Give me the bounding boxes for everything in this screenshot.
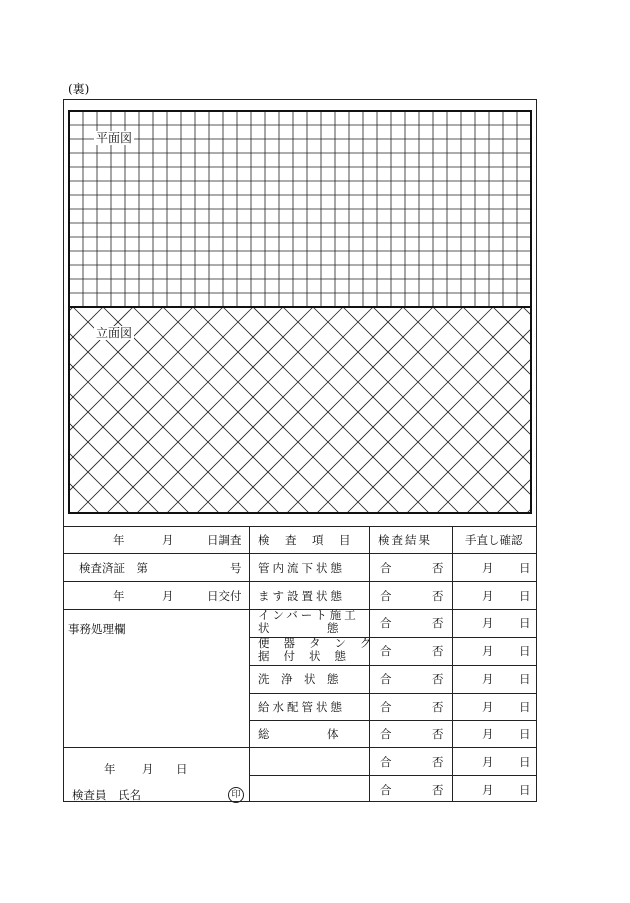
result-ok: 合 <box>380 589 392 603</box>
elevation-hatch-line <box>63 307 313 529</box>
certificate-suffix: 号 <box>230 561 242 575</box>
recheck-day: 日 <box>519 727 531 741</box>
elevation-hatch-line <box>403 307 537 529</box>
elevation-hatch-line <box>63 307 253 529</box>
recheck-day: 日 <box>519 672 531 686</box>
result-ng: 否 <box>432 700 444 714</box>
elevation-hatch-line <box>343 307 537 529</box>
elevation-hatch-line <box>73 307 373 529</box>
plan-grid <box>69 111 531 307</box>
header-item: 検 査 項 目 <box>258 533 353 547</box>
drawing-area <box>63 99 537 529</box>
elevation-hatch-line <box>63 307 313 529</box>
recheck-month: 月 <box>482 727 494 741</box>
result-ok: 合 <box>380 783 392 797</box>
recheck-month: 月 <box>482 561 494 575</box>
row-line <box>249 720 537 721</box>
recheck-day: 日 <box>519 644 531 658</box>
elevation-hatch-line <box>63 307 283 529</box>
elevation-hatch-line <box>63 307 223 529</box>
issue-year: 年 <box>113 589 125 603</box>
inspection-year: 年 <box>113 533 125 547</box>
recheck-day: 日 <box>519 561 531 575</box>
result-ng: 否 <box>432 727 444 741</box>
recheck-month: 月 <box>482 755 494 769</box>
page-side-label: (裏) <box>68 82 90 96</box>
sign-month: 月 <box>142 762 154 776</box>
elevation-hatch-line <box>223 307 523 529</box>
item-label: 管内流下状態 <box>258 561 345 575</box>
elevation-hatch-line <box>63 307 343 529</box>
result-ok: 合 <box>380 727 392 741</box>
plan-view-label: 平面図 <box>96 131 133 145</box>
elevation-hatch-line <box>403 307 537 529</box>
sign-year: 年 <box>104 762 116 776</box>
issue-day-suffix: 日交付 <box>207 589 242 603</box>
header-recheck: 手直し確認 <box>465 533 523 547</box>
result-ok: 合 <box>380 672 392 686</box>
item-label: 給水配管状態 <box>258 700 345 714</box>
elevation-hatch-line <box>193 307 493 529</box>
elevation-hatch-line <box>253 307 537 529</box>
elevation-hatch-line <box>433 307 537 529</box>
elevation-hatch-line <box>253 307 537 529</box>
issue-month: 月 <box>162 589 174 603</box>
elevation-hatch-line <box>63 307 343 529</box>
elevation-hatch-line <box>193 307 493 529</box>
elevation-hatch-line <box>223 307 523 529</box>
result-ng: 否 <box>432 755 444 769</box>
recheck-day: 日 <box>519 700 531 714</box>
elevation-hatch-line <box>63 307 253 529</box>
inspector-name-label: 検査員 氏名 <box>72 788 141 802</box>
row-line <box>63 553 537 554</box>
elevation-hatch-line <box>373 307 537 529</box>
recheck-day: 日 <box>519 783 531 797</box>
item-label-line1: 便器タンク <box>258 636 386 650</box>
inspection-month: 月 <box>162 533 174 547</box>
seal-mark: 印 <box>228 787 244 803</box>
certificate-prefix: 検査済証 第 <box>79 561 148 575</box>
col-line <box>452 526 453 802</box>
item-label-line2: 据付状態 <box>258 649 360 663</box>
elevation-hatch-line <box>63 307 133 529</box>
row-line <box>249 665 537 666</box>
elevation-hatch-line <box>133 307 433 529</box>
elevation-hatch-line <box>283 307 537 529</box>
result-ng: 否 <box>432 589 444 603</box>
item-label: 洗 浄 状 態 <box>258 672 339 686</box>
item-label: ます設置状態 <box>258 589 345 603</box>
result-ng: 否 <box>432 561 444 575</box>
elevation-hatch-line <box>103 307 403 529</box>
elevation-hatch <box>63 307 537 529</box>
result-ng: 否 <box>432 644 444 658</box>
item-label-line2: 状 態 <box>258 621 339 635</box>
table-top-line <box>63 526 537 527</box>
recheck-month: 月 <box>482 700 494 714</box>
header-result: 検査結果 <box>378 533 432 547</box>
row-line <box>249 693 537 694</box>
elevation-hatch-line <box>63 307 163 529</box>
elevation-hatch-line <box>163 307 463 529</box>
sign-day: 日 <box>176 762 188 776</box>
recheck-month: 月 <box>482 783 494 797</box>
inspection-day-suffix: 日調査 <box>207 533 242 547</box>
elevation-hatch-line <box>63 307 163 529</box>
result-ok: 合 <box>380 644 392 658</box>
result-ok: 合 <box>380 561 392 575</box>
elevation-hatch-line <box>63 307 133 529</box>
elevation-hatch-line <box>73 307 373 529</box>
result-ng: 否 <box>432 783 444 797</box>
result-ok: 合 <box>380 700 392 714</box>
recheck-month: 月 <box>482 644 494 658</box>
elevation-hatch-line <box>283 307 537 529</box>
recheck-day: 日 <box>519 616 531 630</box>
recheck-day: 日 <box>519 589 531 603</box>
elevation-hatch-line <box>103 307 403 529</box>
elevation-view-label: 立面図 <box>96 326 133 340</box>
elevation-hatch-line <box>313 307 537 529</box>
elevation-hatch-line <box>343 307 537 529</box>
recheck-month: 月 <box>482 589 494 603</box>
item-label-line1: インバート施工 <box>258 608 359 622</box>
item-label: 総 体 <box>258 727 339 741</box>
result-ng: 否 <box>432 672 444 686</box>
elevation-hatch-line <box>63 307 193 529</box>
col-line <box>249 526 250 802</box>
row-line <box>63 747 537 748</box>
office-processing-label: 事務処理欄 <box>68 622 126 636</box>
col-line <box>369 526 370 802</box>
recheck-month: 月 <box>482 616 494 630</box>
row-line <box>249 775 537 776</box>
elevation-hatch-line <box>433 307 537 529</box>
result-ok: 合 <box>380 616 392 630</box>
elevation-hatch-line <box>133 307 433 529</box>
result-ok: 合 <box>380 755 392 769</box>
recheck-day: 日 <box>519 755 531 769</box>
elevation-hatch-line <box>63 307 223 529</box>
recheck-month: 月 <box>482 672 494 686</box>
elevation-hatch-line <box>373 307 537 529</box>
result-ng: 否 <box>432 616 444 630</box>
elevation-hatch-line <box>163 307 463 529</box>
row-line <box>63 581 537 582</box>
